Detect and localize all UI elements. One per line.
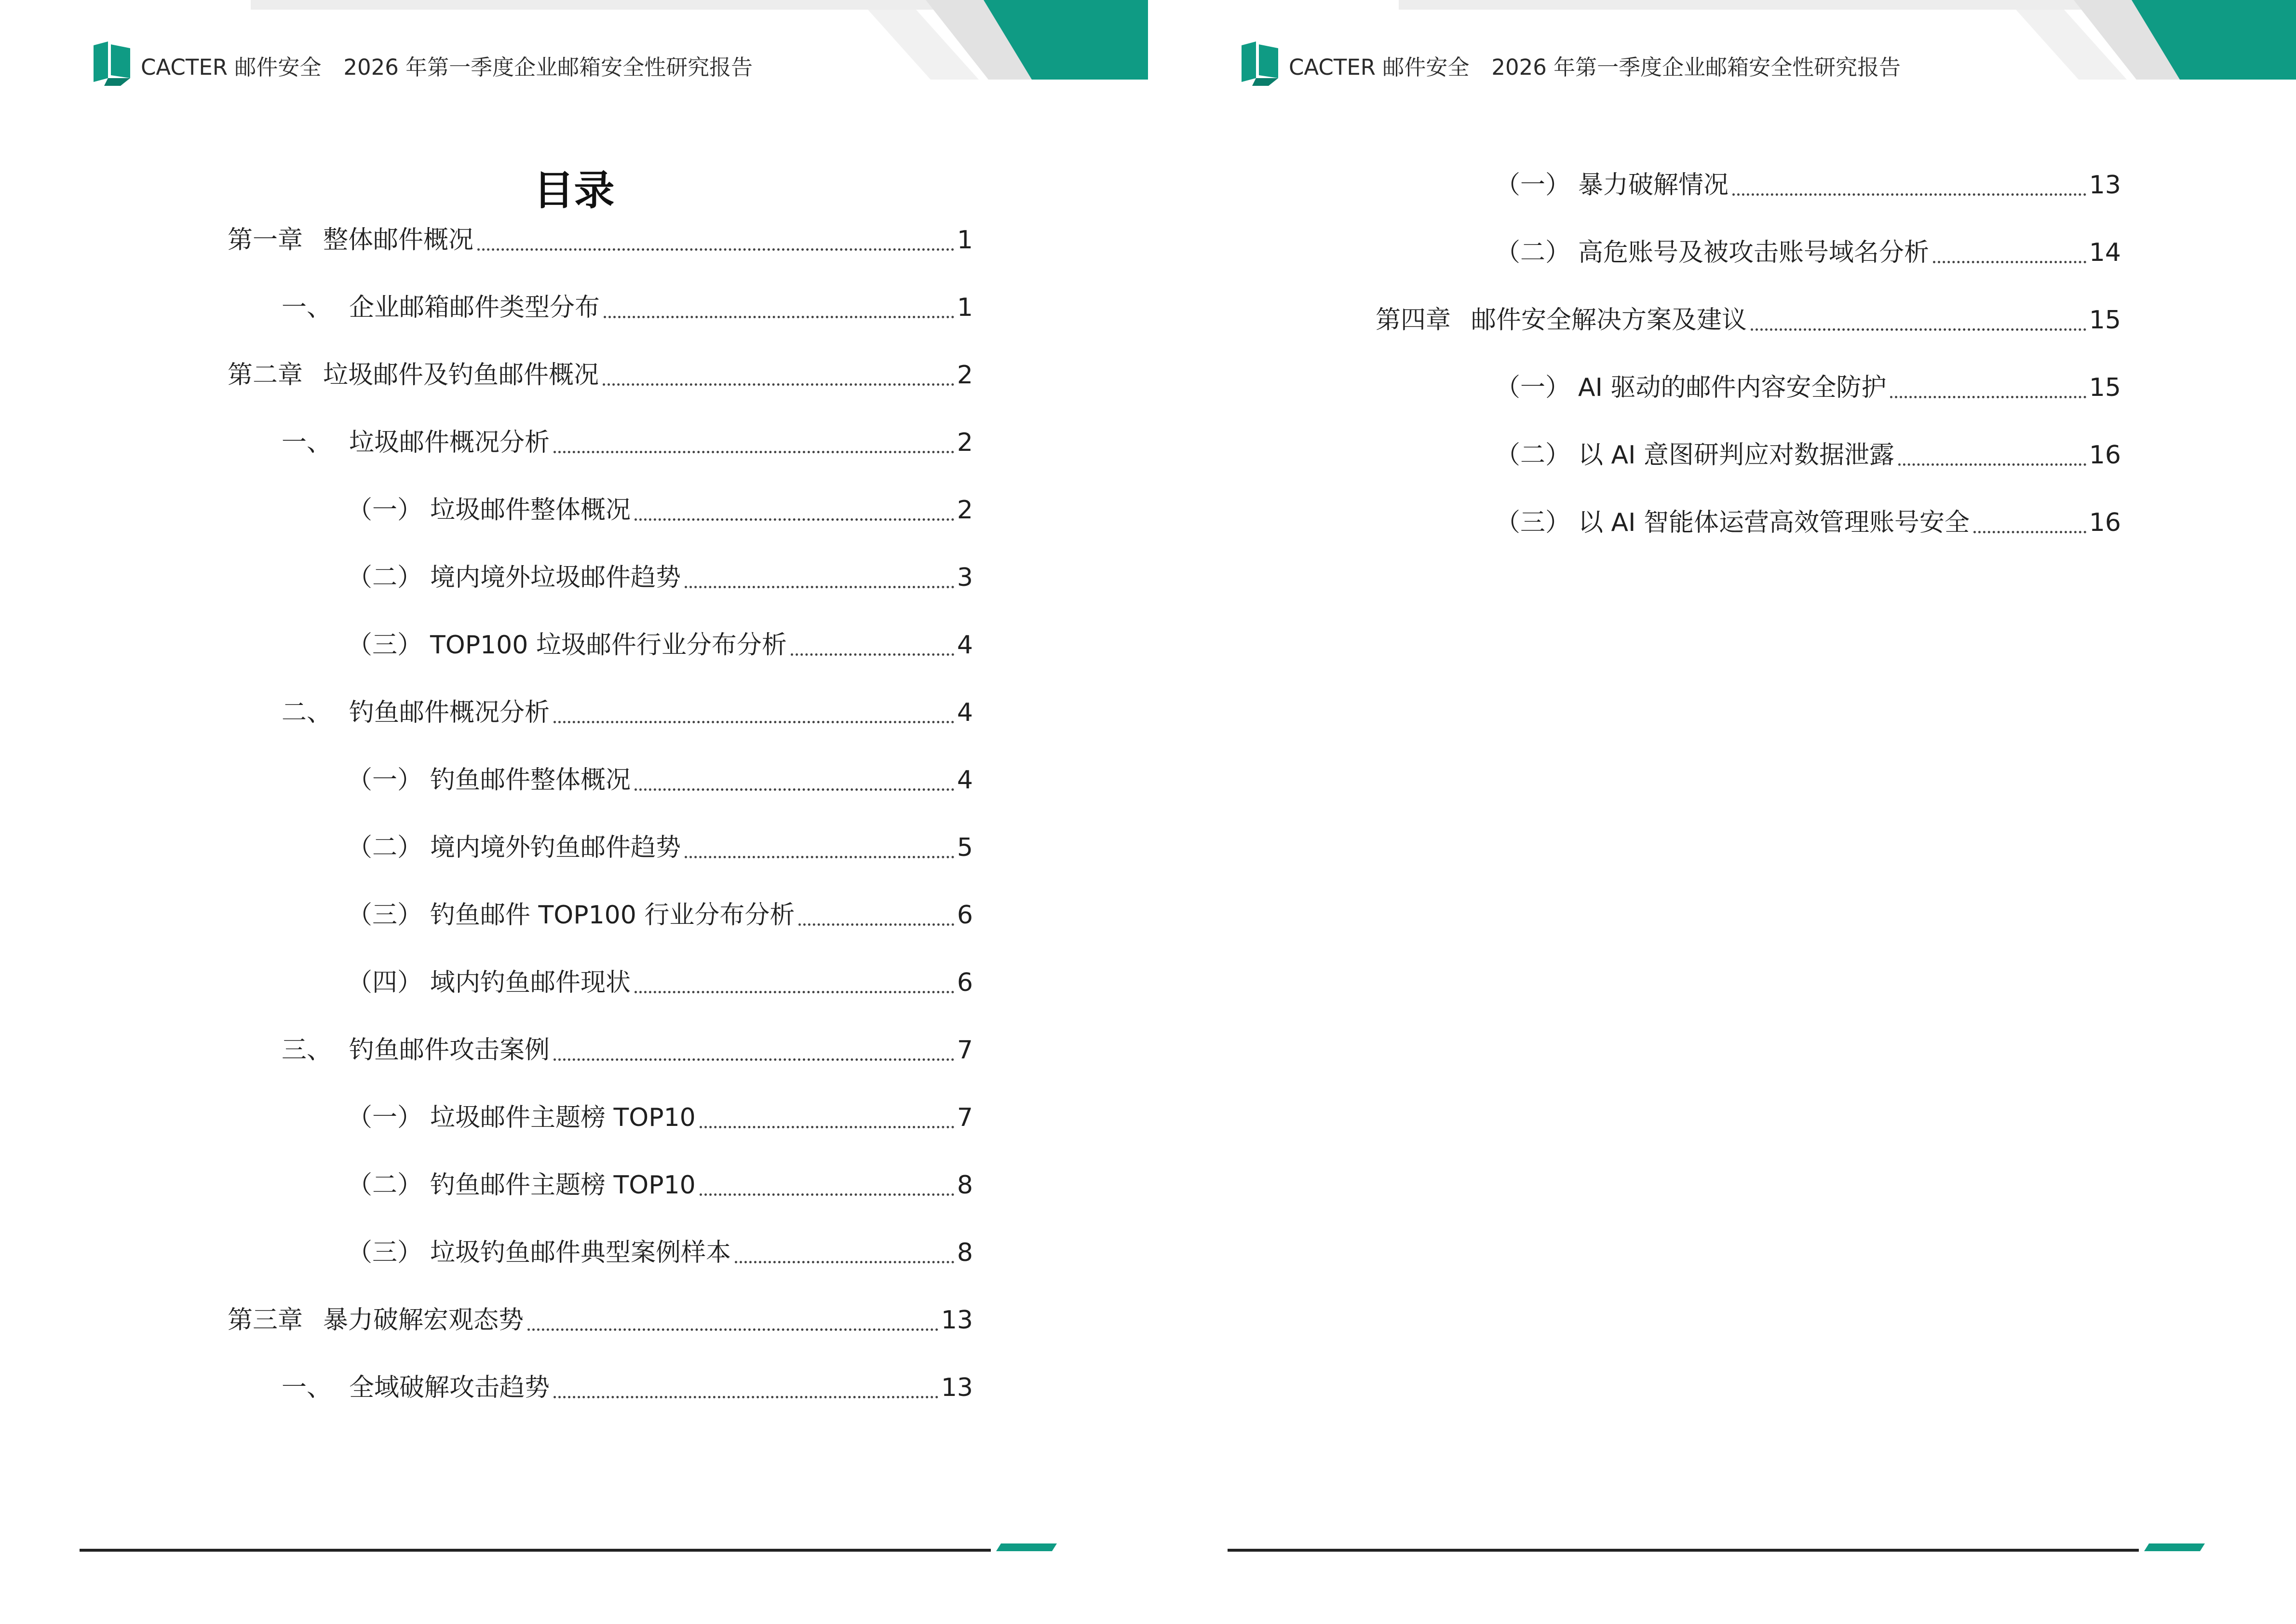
toc-entry-leader — [635, 991, 954, 993]
toc-entry-number: （一） — [347, 1103, 423, 1132]
toc-entry-number: 一、 — [282, 1373, 332, 1402]
toc-entry-leader — [1973, 531, 2086, 533]
toc-entry-number: 三、 — [282, 1036, 332, 1065]
toc-entry-label: 邮件安全解决方案及建议 — [1471, 306, 1747, 335]
toc-title: 目录 — [533, 167, 615, 214]
footer-accent-tab — [2144, 1543, 2205, 1551]
toc-entry-label: 钓鱼邮件整体概况 — [430, 766, 631, 795]
toc-entry-leader — [700, 1193, 954, 1196]
toc-entry-label: 高危账号及被攻击账号域名分析 — [1578, 238, 1930, 267]
toc-entry-leader — [527, 1328, 938, 1331]
toc-entry-label: 暴力破解宏观态势 — [323, 1306, 524, 1335]
toc-entry-page-number: 1 — [957, 226, 973, 255]
toc-entry[interactable] — [1495, 436, 2121, 474]
toc-entry-page-number: 13 — [941, 1373, 973, 1402]
toc-entry-number: （二） — [347, 833, 423, 862]
toc-entry-number: （二） — [347, 563, 423, 592]
toc-entry-leader — [1898, 463, 2086, 466]
toc-entry-page-number: 4 — [957, 766, 973, 795]
toc-entry[interactable] — [1495, 503, 2121, 542]
toc-entry-label: 境内境外钓鱼邮件趋势 — [430, 833, 681, 862]
toc-entry[interactable] — [228, 221, 973, 259]
toc-entry-number: （一） — [347, 496, 423, 525]
toc-entry-leader — [685, 586, 954, 588]
toc-entry-page-number: 3 — [957, 563, 973, 592]
toc-entry-page-number: 6 — [957, 968, 973, 997]
toc-entry[interactable] — [282, 288, 973, 327]
toc-entry-page-number: 2 — [957, 496, 973, 525]
toc-entry-number: 第二章 — [228, 361, 303, 390]
toc-entry-page-number: 15 — [2089, 306, 2121, 335]
toc-entry-leader — [1890, 396, 2086, 398]
toc-entry-leader — [554, 1058, 954, 1061]
toc-entry[interactable] — [347, 896, 973, 934]
toc-entry-label: 整体邮件概况 — [323, 226, 474, 255]
toc-entry-page-number: 13 — [2089, 171, 2121, 200]
toc-entry-leader — [554, 451, 954, 453]
footer-rule — [1228, 1549, 2139, 1552]
toc-entry-label: 钓鱼邮件概况分析 — [349, 698, 550, 727]
toc-entry-page-number: 16 — [2089, 508, 2121, 537]
toc-entry-number: （二） — [347, 1171, 423, 1200]
toc-entry-number: 第三章 — [228, 1306, 303, 1335]
toc-entry-leader — [1732, 193, 2086, 196]
toc-entry-leader — [635, 788, 954, 791]
toc-entry-label: 垃圾邮件整体概况 — [430, 496, 631, 525]
toc-entry-label: 垃圾邮件及钓鱼邮件概况 — [323, 361, 599, 390]
toc-entry-number: 一、 — [282, 428, 332, 457]
toc-entry[interactable] — [347, 626, 973, 664]
toc-entry-number: （一） — [1495, 373, 1571, 402]
toc-entry[interactable] — [347, 1166, 973, 1204]
toc-entry-page-number: 8 — [957, 1238, 973, 1267]
toc-entry-page-number: 2 — [957, 361, 973, 390]
toc-entry-page-number: 13 — [941, 1306, 973, 1335]
toc-entry[interactable] — [347, 828, 973, 867]
toc-entry-leader — [554, 1396, 938, 1398]
toc-entry-label: 以 AI 智能体运营高效管理账号安全 — [1578, 508, 1970, 537]
toc-entry-page-number: 2 — [957, 428, 973, 457]
toc-entry-label: 企业邮箱邮件类型分布 — [349, 293, 600, 322]
toc-entry-number: （二） — [1495, 238, 1571, 267]
toc-entry-number: （三） — [347, 901, 423, 930]
toc-entry-page-number: 7 — [957, 1103, 973, 1132]
toc-entry-number: （三） — [347, 1238, 423, 1267]
toc-entry[interactable] — [347, 558, 973, 597]
toc-entry[interactable] — [1495, 166, 2121, 204]
toc-entry-page-number: 5 — [957, 833, 973, 862]
toc-entry-number: （二） — [1495, 441, 1571, 470]
toc-entry-page-number: 4 — [957, 698, 973, 727]
footer-accent-tab — [996, 1543, 1057, 1551]
page-right — [1148, 0, 2296, 1624]
toc-entry-leader — [604, 316, 954, 318]
toc-entry-page-number: 14 — [2089, 238, 2121, 267]
toc-entry-page-number: 1 — [957, 293, 973, 322]
toc-entry[interactable] — [347, 491, 973, 529]
toc-entry[interactable] — [347, 761, 973, 799]
toc-entry-label: 钓鱼邮件 TOP100 行业分布分析 — [430, 901, 795, 930]
toc-entry-label: 域内钓鱼邮件现状 — [430, 968, 631, 997]
toc-entry-number: （一） — [1495, 171, 1571, 200]
toc-entry-number: 二、 — [282, 698, 332, 727]
toc-entry[interactable] — [347, 1233, 973, 1272]
toc-entry-leader — [554, 721, 954, 723]
toc-entry[interactable] — [228, 356, 973, 394]
toc-entry-leader — [791, 653, 954, 656]
toc-entry-page-number: 8 — [957, 1171, 973, 1200]
toc-entry-page-number: 16 — [2089, 441, 2121, 470]
toc-entry-page-number: 7 — [957, 1036, 973, 1065]
toc-entry-number: 一、 — [282, 293, 332, 322]
header-brand: CACTER 邮件安全 — [141, 54, 322, 80]
toc-entry-number: 第一章 — [228, 226, 303, 255]
toc-entry[interactable] — [282, 423, 973, 462]
toc-entry-label: 全域破解攻击趋势 — [349, 1373, 550, 1402]
toc-entry[interactable] — [1495, 233, 2121, 272]
toc-entry-page-number: 4 — [957, 631, 973, 660]
toc-list-right — [1148, 0, 2296, 1624]
toc-entry-label: 垃圾邮件主题榜 TOP10 — [430, 1103, 696, 1132]
toc-entry-label: 钓鱼邮件攻击案例 — [349, 1036, 550, 1065]
toc-entry-page-number: 15 — [2089, 373, 2121, 402]
toc-entry-leader — [603, 383, 954, 386]
toc-entry-label: 钓鱼邮件主题榜 TOP10 — [430, 1171, 696, 1200]
toc-entry[interactable] — [347, 1098, 973, 1137]
toc-entry-leader — [1933, 261, 2086, 263]
toc-entry-label: 垃圾钓鱼邮件典型案例样本 — [430, 1238, 731, 1267]
header-brand: CACTER 邮件安全 — [1289, 54, 1470, 80]
toc-entry[interactable] — [228, 1301, 973, 1340]
toc-entry-label: 暴力破解情况 — [1578, 171, 1729, 200]
toc-entry[interactable] — [1376, 301, 2121, 339]
toc-entry[interactable] — [282, 693, 973, 732]
toc-entry-label: 境内境外垃圾邮件趋势 — [430, 563, 681, 592]
toc-entry-number: 第四章 — [1376, 306, 1451, 335]
toc-entry-leader — [477, 248, 954, 251]
footer-rule — [80, 1549, 991, 1552]
toc-entry[interactable] — [347, 963, 973, 1002]
toc-entry-leader — [700, 1126, 954, 1128]
toc-entry-label: 垃圾邮件概况分析 — [349, 428, 550, 457]
toc-entry-page-number: 6 — [957, 901, 973, 930]
toc-entry-leader — [798, 923, 954, 926]
toc-entry[interactable] — [282, 1368, 973, 1407]
toc-entry-leader — [685, 856, 954, 858]
toc-entry-label: 以 AI 意图研判应对数据泄露 — [1578, 441, 1894, 470]
toc-entry[interactable] — [282, 1031, 973, 1069]
toc-entry-number: （四） — [347, 968, 423, 997]
toc-entry-number: （三） — [1495, 508, 1571, 537]
header-report-title: 2026 年第一季度企业邮箱安全性研究报告 — [1491, 54, 1901, 80]
toc-entry-number: （一） — [347, 766, 423, 795]
toc-entry-leader — [735, 1261, 954, 1263]
toc-entry-number: （三） — [347, 631, 423, 660]
toc-entry-leader — [635, 518, 954, 521]
toc-entry-label: AI 驱动的邮件内容安全防护 — [1578, 373, 1887, 402]
header-report-title: 2026 年第一季度企业邮箱安全性研究报告 — [343, 54, 753, 80]
toc-entry-label: TOP100 垃圾邮件行业分布分析 — [430, 631, 787, 660]
toc-entry[interactable] — [1495, 368, 2121, 407]
toc-entry-leader — [1751, 328, 2086, 331]
